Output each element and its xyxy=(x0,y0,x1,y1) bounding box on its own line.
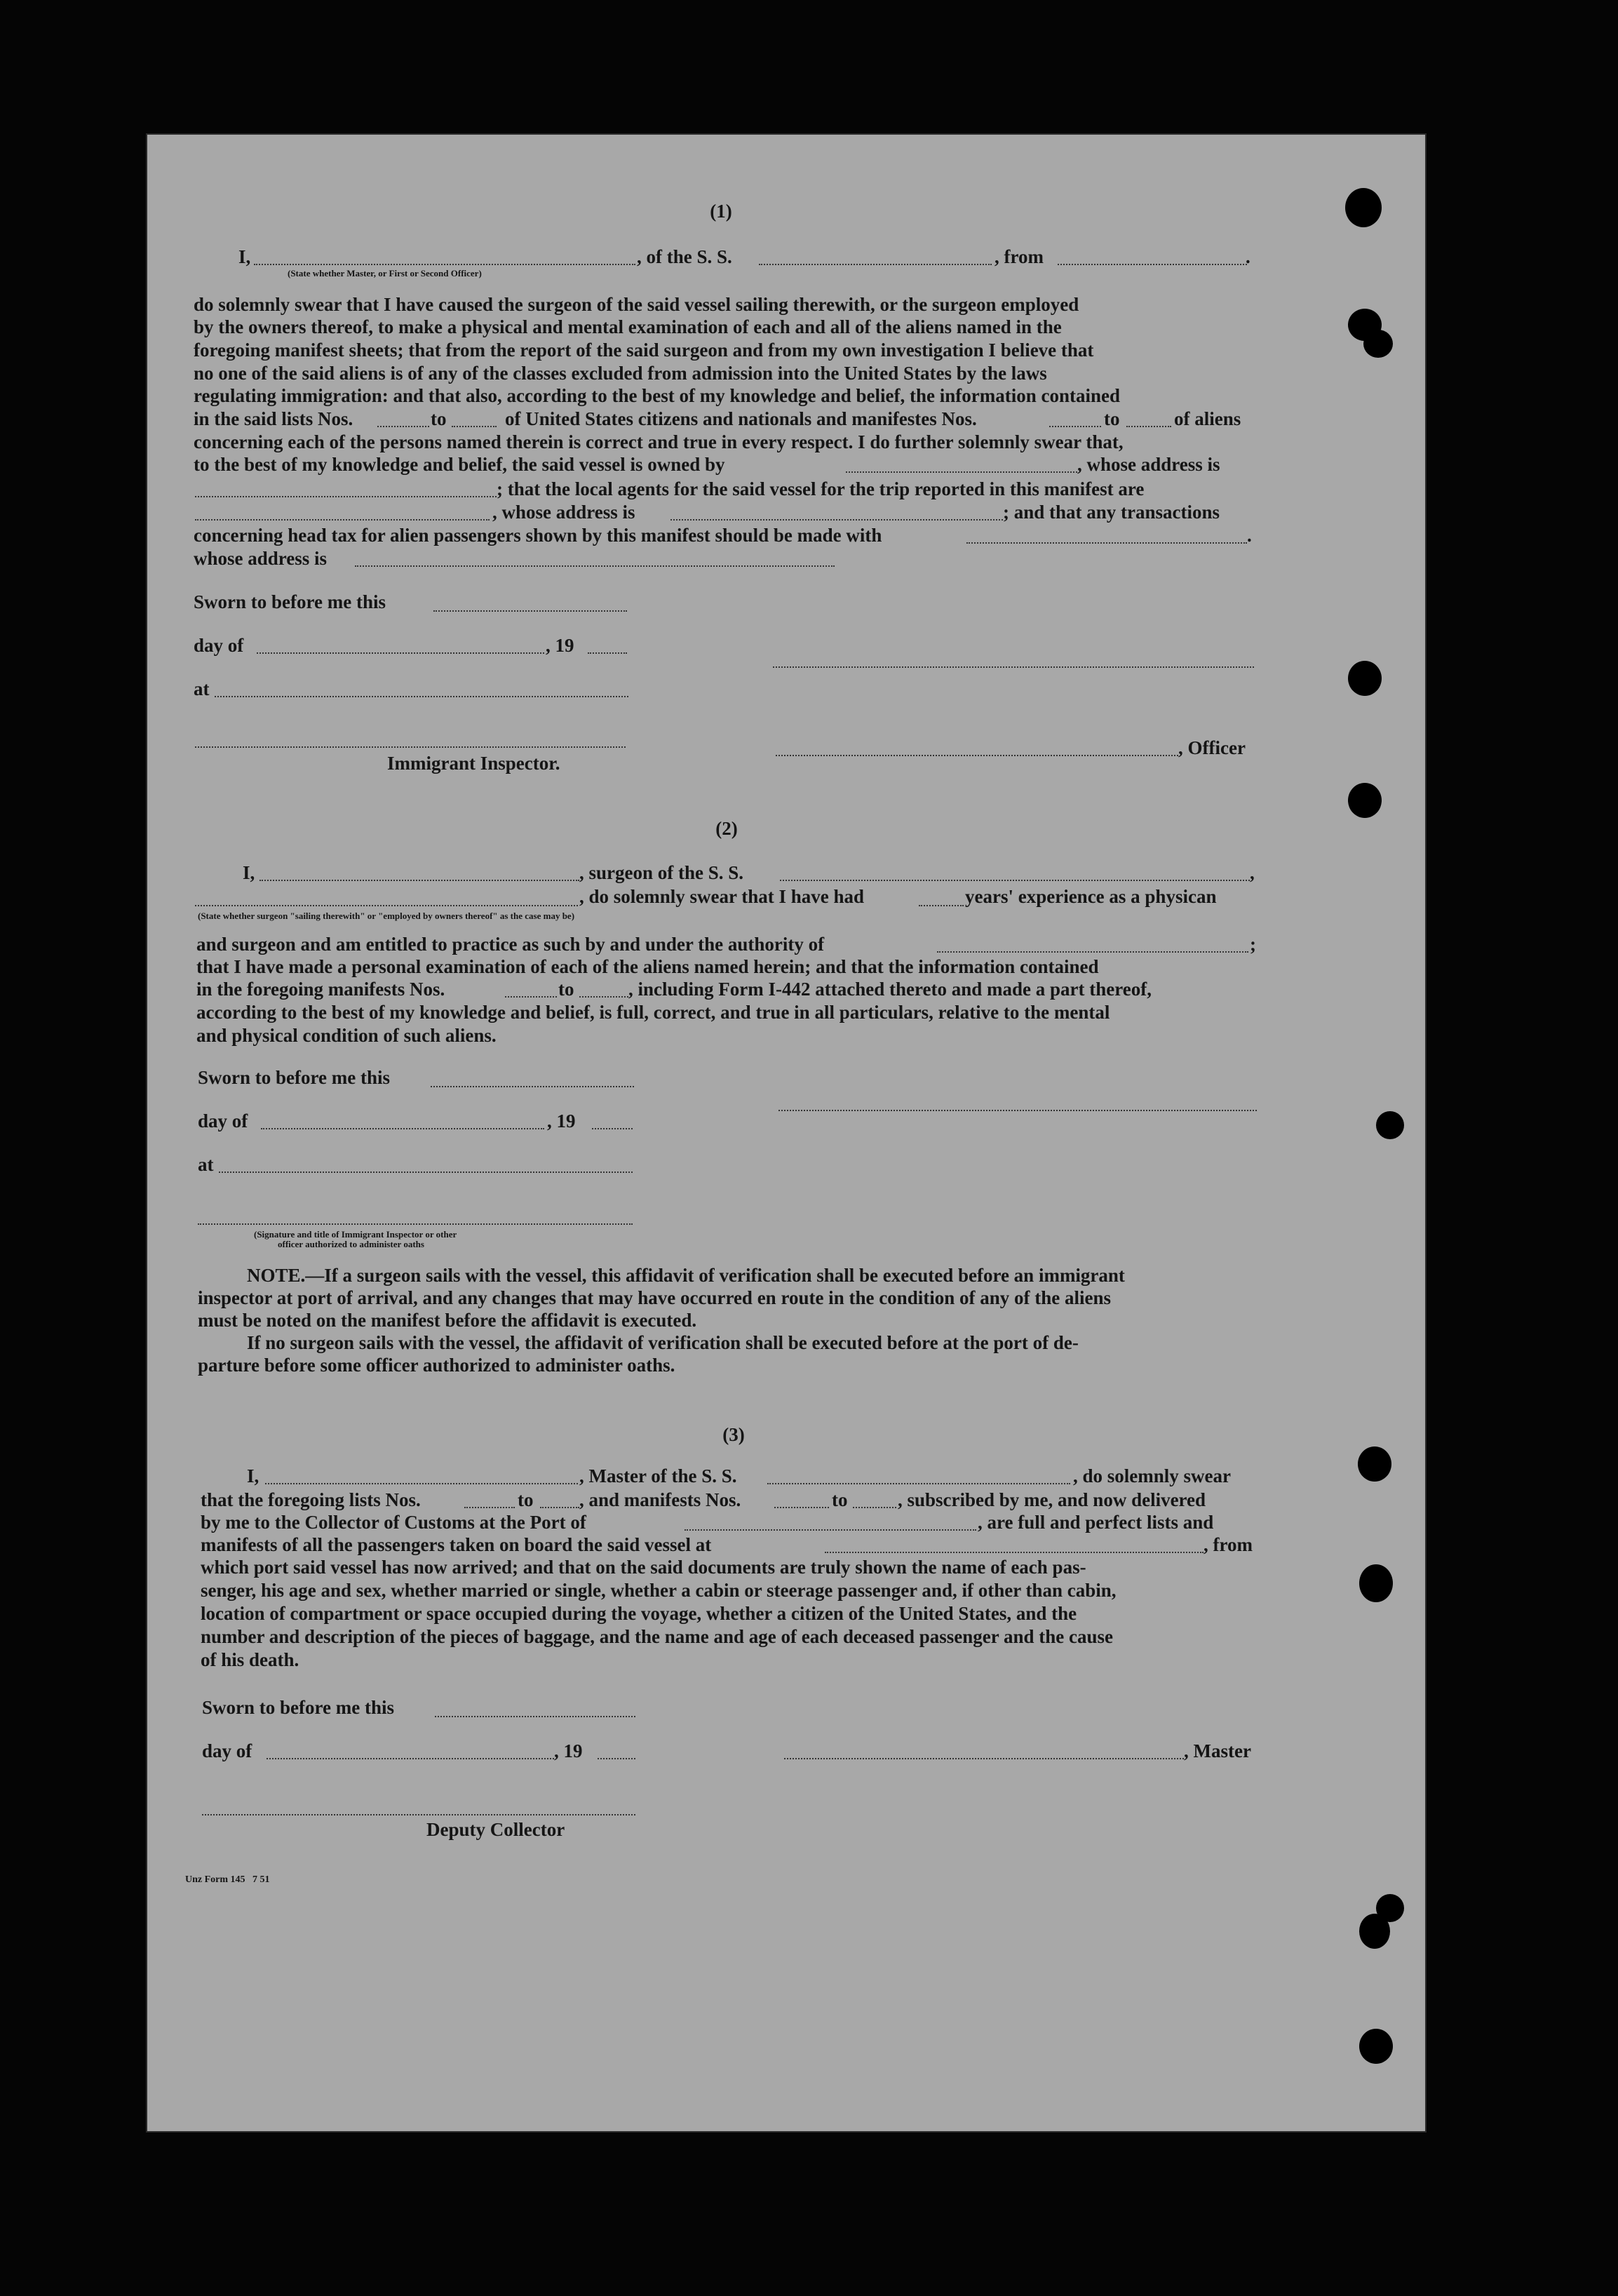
s2-l2-b: years' experience as a physican xyxy=(965,886,1217,907)
s2-year-blank xyxy=(592,1128,633,1129)
s3-i: I, xyxy=(247,1465,259,1486)
s1-sworn: Sworn to before me this xyxy=(194,591,386,612)
s1-body-2: by the owners thereof, to make a physical and mental examination of each and all of the aliens named in the xyxy=(194,316,1062,337)
s1-l11-a: concerning head tax for alien passengers shown by this manifest should be made with xyxy=(194,525,882,546)
s3-port-blank xyxy=(685,1529,976,1531)
s3-body-2: senger, his age and sex, whether married or single, whether a cabin or steerage passenger and, if other than cabin, xyxy=(201,1580,1117,1601)
s2-comma: , xyxy=(1250,862,1255,883)
s3-l2-d: to xyxy=(832,1489,848,1510)
s1-officer: , Officer xyxy=(1178,737,1246,758)
s2-sig-note-1: (Signature and title of Immigrant Inspector or other xyxy=(254,1229,457,1240)
s1-body-3: foregoing manifest sheets; that from the report of the said surgeon and from my own investigation I believe that xyxy=(194,340,1094,361)
s2-sworn-blank xyxy=(431,1086,634,1087)
s1-owner-address-blank xyxy=(195,496,497,497)
s1-l6-d: to xyxy=(1104,408,1120,429)
s1-l11-b: . xyxy=(1247,525,1252,546)
s1-headtax-blank xyxy=(966,542,1247,544)
s2-at: at xyxy=(198,1154,214,1175)
s2-note-4: If no surgeon sails with the vessel, the affidavit of verification shall be executed before at the port of de- xyxy=(247,1332,1079,1353)
s1-lists-from-blank xyxy=(377,426,429,427)
s2-surgeon-of-ss: , surgeon of the S. S. xyxy=(579,862,744,883)
s2-vessel-blank xyxy=(780,880,1250,881)
s1-l6-b: to xyxy=(431,408,447,429)
s1-l6-e: of aliens xyxy=(1174,408,1241,429)
s2-manifest-from-blank xyxy=(505,996,557,998)
s3-master-signature-line xyxy=(784,1758,1184,1759)
s3-body-1: which port said vessel has now arrived; and that on the said documents are truly shown the name of each pas- xyxy=(201,1557,1086,1578)
s1-manifest-from-blank xyxy=(1049,426,1101,427)
s3-sworn-blank xyxy=(435,1716,635,1717)
s1-officer-note: (State whether Master, or First or Second Officer) xyxy=(288,268,482,278)
s1-body-5: regulating immigration: and that also, according to the best of my knowledge and belief, the information contained xyxy=(194,385,1120,406)
s3-manifest-to-blank xyxy=(853,1507,896,1508)
s3-master-of-ss: , Master of the S. S. xyxy=(579,1465,737,1486)
s1-l7: concerning each of the persons named therein is correct and true in every respect. I do further solemnly swear that, xyxy=(194,431,1124,452)
s2-surgeon-signature-line xyxy=(778,1110,1257,1111)
s1-period: . xyxy=(1246,246,1250,267)
s2-years-blank xyxy=(919,905,964,906)
s3-l2-b: to xyxy=(518,1489,534,1510)
s3-swear: , do solemnly swear xyxy=(1073,1465,1231,1486)
s3-l2-a: that the foregoing lists Nos. xyxy=(201,1489,421,1510)
s2-authority-blank xyxy=(937,951,1248,953)
s1-vessel-blank xyxy=(759,264,992,265)
s3-l4-b: , from xyxy=(1204,1534,1253,1555)
s3-body-4: number and description of the pieces of baggage, and the name and age of each deceased passenger and the cause xyxy=(201,1626,1114,1647)
s2-note-2: inspector at port of arrival, and any changes that may have occurred en route in the condition of any of the aliens xyxy=(198,1287,1111,1308)
s1-inspector-signature-line xyxy=(195,746,626,748)
s2-note-3: must be noted on the manifest before the affidavit is executed. xyxy=(198,1310,697,1331)
s3-year: , 19 xyxy=(554,1740,583,1761)
s2-sworn: Sworn to before me this xyxy=(198,1067,390,1088)
section-1-heading: (1) xyxy=(710,201,732,222)
s1-l6-a: in the said lists Nos. xyxy=(194,408,353,429)
s1-body-1: do solemnly swear that I have caused the surgeon of the said vessel sailing therewith, or the surgeon employed xyxy=(194,294,1079,315)
s2-l5-c: , including Form I-442 attached thereto and made a part thereof, xyxy=(628,979,1152,1000)
s3-l2-c: , and manifests Nos. xyxy=(579,1489,741,1510)
s1-day-of: day of xyxy=(194,635,244,656)
s3-l3-b: , are full and perfect lists and xyxy=(978,1512,1214,1533)
s3-l3-a: by me to the Collector of Customs at the Port of xyxy=(201,1512,586,1533)
s3-vessel-blank xyxy=(767,1483,1070,1484)
s2-manifest-to-blank xyxy=(579,996,628,998)
s3-lists-from-blank xyxy=(464,1507,515,1508)
s2-surgeon-status-blank xyxy=(195,905,578,906)
s1-sworn-blank xyxy=(433,610,627,612)
s1-manifest-to-blank xyxy=(1126,426,1171,427)
s3-lists-to-blank xyxy=(540,1507,579,1508)
s3-day-blank xyxy=(267,1758,554,1759)
s2-note-5: parture before some officer authorized to administer oaths. xyxy=(198,1355,675,1376)
s1-l9: ; that the local agents for the said vessel for the trip reported in this manifest are xyxy=(497,478,1145,499)
s1-headtax-address-blank xyxy=(355,565,835,567)
s2-surgeon-name-blank xyxy=(259,880,579,881)
s3-sworn: Sworn to before me this xyxy=(202,1697,394,1718)
s1-i: I, xyxy=(238,246,251,267)
s1-l8-b: , whose address is xyxy=(1077,454,1220,475)
s1-year-blank xyxy=(588,652,627,654)
s3-year-blank xyxy=(598,1758,635,1759)
s1-agents-address-blank xyxy=(670,519,1003,521)
s2-sig-note-2: officer authorized to administer oaths xyxy=(278,1239,424,1249)
s1-l10-b: ; and that any transactions xyxy=(1003,502,1220,523)
s2-l7: and physical condition of such aliens. xyxy=(196,1025,497,1046)
s2-day-blank xyxy=(261,1128,544,1129)
s2-surgeon-note: (State whether surgeon "sailing therewith" or "employed by owners thereof" as the case may be) xyxy=(198,911,575,921)
s1-of-ss: , of the S. S. xyxy=(637,246,732,267)
s3-day-of: day of xyxy=(202,1740,252,1761)
s1-officer-line xyxy=(776,755,1178,756)
s2-inspector-signature-line xyxy=(198,1223,633,1225)
s1-name-blank xyxy=(254,264,635,265)
s1-agents-blank xyxy=(195,519,490,521)
s1-day-blank xyxy=(257,652,544,654)
s2-l5-b: to xyxy=(558,979,574,1000)
s3-l4-a: manifests of all the passengers taken on board the said vessel at xyxy=(201,1534,712,1555)
section-2-heading: (2) xyxy=(715,818,738,839)
s1-owner-blank xyxy=(846,471,1077,473)
s1-l6-c: of United States citizens and nationals and manifestes Nos. xyxy=(505,408,977,429)
s2-day-of: day of xyxy=(198,1110,248,1132)
s2-l4: that I have made a personal examination of each of the aliens named herein; and that the information contained xyxy=(196,956,1099,977)
s2-note-1: NOTE.—If a surgeon sails with the vessel, this affidavit of verification shall be executed before an immigrant xyxy=(247,1265,1125,1286)
s3-master-name-blank xyxy=(265,1483,578,1484)
s2-i: I, xyxy=(243,862,255,883)
s3-collector: Deputy Collector xyxy=(426,1819,565,1840)
form-id: Unz Form 145 7 51 xyxy=(185,1874,270,1885)
s1-year: , 19 xyxy=(546,635,574,656)
s1-at-blank xyxy=(215,696,628,697)
s2-at-blank xyxy=(219,1172,633,1173)
section-3-heading: (3) xyxy=(722,1424,745,1445)
s2-l2-a: , do solemnly swear that I have had xyxy=(579,886,865,907)
s3-body-5: of his death. xyxy=(201,1649,299,1670)
s1-l8-a: to the best of my knowledge and belief, the said vessel is owned by xyxy=(194,454,725,475)
s2-l3-a: and surgeon and am entitled to practice as such by and under the authority of xyxy=(196,934,825,955)
s1-from: , from xyxy=(995,246,1044,267)
s2-year: , 19 xyxy=(547,1110,576,1132)
s3-master: , Master xyxy=(1184,1740,1251,1761)
s2-l5-a: in the foregoing manifests Nos. xyxy=(196,979,445,1000)
s1-at: at xyxy=(194,678,210,699)
s1-master-signature-line xyxy=(773,666,1254,668)
s3-embark-blank xyxy=(825,1552,1204,1553)
s1-inspector: Immigrant Inspector. xyxy=(387,753,560,774)
s1-lists-to-blank xyxy=(452,426,497,427)
s3-collector-signature-line xyxy=(202,1814,635,1815)
s3-l2-e: , subscribed by me, and now delivered xyxy=(898,1489,1206,1510)
s3-manifest-from-blank xyxy=(774,1507,829,1508)
s3-body-3: location of compartment or space occupied during the voyage, whether a citizen of the United States, and the xyxy=(201,1603,1077,1624)
s2-l6: according to the best of my knowledge and belief, is full, correct, and true in all particulars, relative to the mental xyxy=(196,1002,1110,1023)
s1-from-blank xyxy=(1058,264,1247,265)
s1-l12: whose address is xyxy=(194,548,328,569)
s1-l10-a: , whose address is xyxy=(492,502,635,523)
s1-body-4: no one of the said aliens is of any of the classes excluded from admission into the United States by the laws xyxy=(194,363,1047,384)
s2-l3-b: ; xyxy=(1250,934,1256,955)
